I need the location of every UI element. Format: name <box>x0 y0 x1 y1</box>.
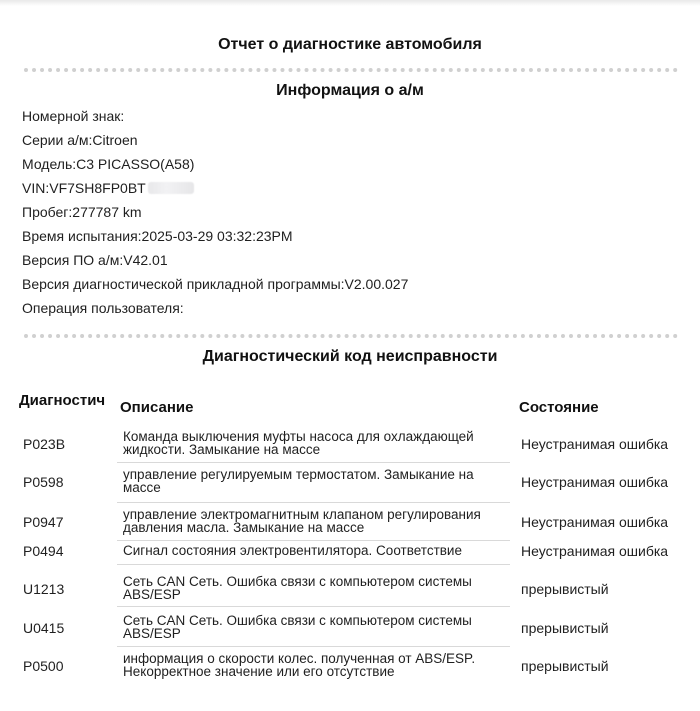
info-row-app-version <box>22 276 408 300</box>
dtc-header-description: Описание <box>120 399 194 416</box>
info-label: Время испытания: <box>22 228 142 244</box>
info-label: Версия ПО а/м: <box>22 252 124 268</box>
info-row-test-time <box>22 228 408 252</box>
info-label: VIN: <box>22 180 50 196</box>
dtc-state: Неустранимая ошибка <box>521 436 669 452</box>
dtc-description: управление регулируемым термостатом. Замыкание на массе <box>123 467 474 495</box>
info-row-plate <box>22 108 408 132</box>
info-value: 277787 km <box>72 204 142 220</box>
dtc-state: Неустранимая ошибка <box>521 474 669 490</box>
info-value: V2.00.027 <box>344 276 409 292</box>
info-value: V42.01 <box>123 252 168 268</box>
dtc-description: Команда выключения муфты насоса для охлаждающей жидкости. Замыкание на массе <box>123 429 474 457</box>
dtc-description: информация о скорости колес. полученная от ABS/ESP. Некорректное значение или его отсутствие <box>123 651 476 679</box>
info-value: Citroen <box>92 132 138 148</box>
row-divider <box>117 564 510 565</box>
dtc-description: управление электромагнитным клапаном регулирования давления масла. Замыкание на массе <box>123 507 481 535</box>
dtc-state: прерывистый <box>521 620 609 636</box>
row-divider <box>117 502 510 503</box>
report-title: Отчет о диагностике автомобиля <box>218 36 482 53</box>
info-value: VF7SH8FP0BT <box>49 180 146 196</box>
vehicle-info-title: Информация о а/м <box>276 82 424 99</box>
row-divider <box>117 646 510 647</box>
dtc-description: Сигнал состояния электровентилятора. Соответствие <box>123 543 462 558</box>
info-label: Номерной знак: <box>22 108 125 124</box>
info-value: 2025-03-29 03:32:23PM <box>141 228 293 244</box>
info-label: Версия диагностической прикладной программы: <box>22 276 345 292</box>
section-divider <box>24 334 678 338</box>
dtc-header-state: Состояние <box>519 399 599 416</box>
dtc-table-header <box>0 392 700 416</box>
dtc-code: U1213 <box>23 581 65 597</box>
dtc-state: прерывистый <box>521 581 609 597</box>
info-row-model <box>22 156 408 180</box>
dtc-state: Неустранимая ошибка <box>521 543 669 559</box>
dtc-code: P0598 <box>23 474 64 490</box>
info-row-vin <box>22 180 408 204</box>
info-label: Модель: <box>22 156 77 172</box>
dtc-code: P0500 <box>23 658 64 674</box>
info-value: C3 PICASSO(A58) <box>76 156 195 172</box>
row-divider <box>117 540 510 541</box>
dtc-state: прерывистый <box>521 658 609 674</box>
dtc-code: P0947 <box>23 514 64 530</box>
info-row-user-operation <box>22 300 408 324</box>
dtc-section-title: Диагностический код неисправности <box>202 348 498 365</box>
dtc-description: Сеть CAN Сеть. Ошибка связи с компьютером системы ABS/ESP <box>123 613 472 641</box>
dtc-code: P0494 <box>23 543 64 559</box>
top-edge <box>0 0 700 6</box>
dtc-state: Неустранимая ошибка <box>521 514 669 530</box>
info-label: Серии а/м: <box>22 132 93 148</box>
info-label: Операция пользователя: <box>22 300 184 316</box>
info-row-sw-version <box>22 252 408 276</box>
vehicle-info-list <box>22 108 408 324</box>
info-row-series <box>22 132 408 156</box>
dtc-code: P023B <box>23 436 66 452</box>
row-divider <box>117 606 510 607</box>
dtc-code: U0415 <box>23 620 65 636</box>
section-divider <box>24 68 678 72</box>
dtc-description: Сеть CAN Сеть. Ошибка связи с компьютером системы ABS/ESP <box>123 574 472 602</box>
dtc-header-code: Диагностич <box>19 392 106 409</box>
row-divider <box>117 462 510 463</box>
vin-redaction-mask <box>148 182 194 194</box>
info-row-mileage <box>22 204 408 228</box>
info-label: Пробег: <box>22 204 73 220</box>
